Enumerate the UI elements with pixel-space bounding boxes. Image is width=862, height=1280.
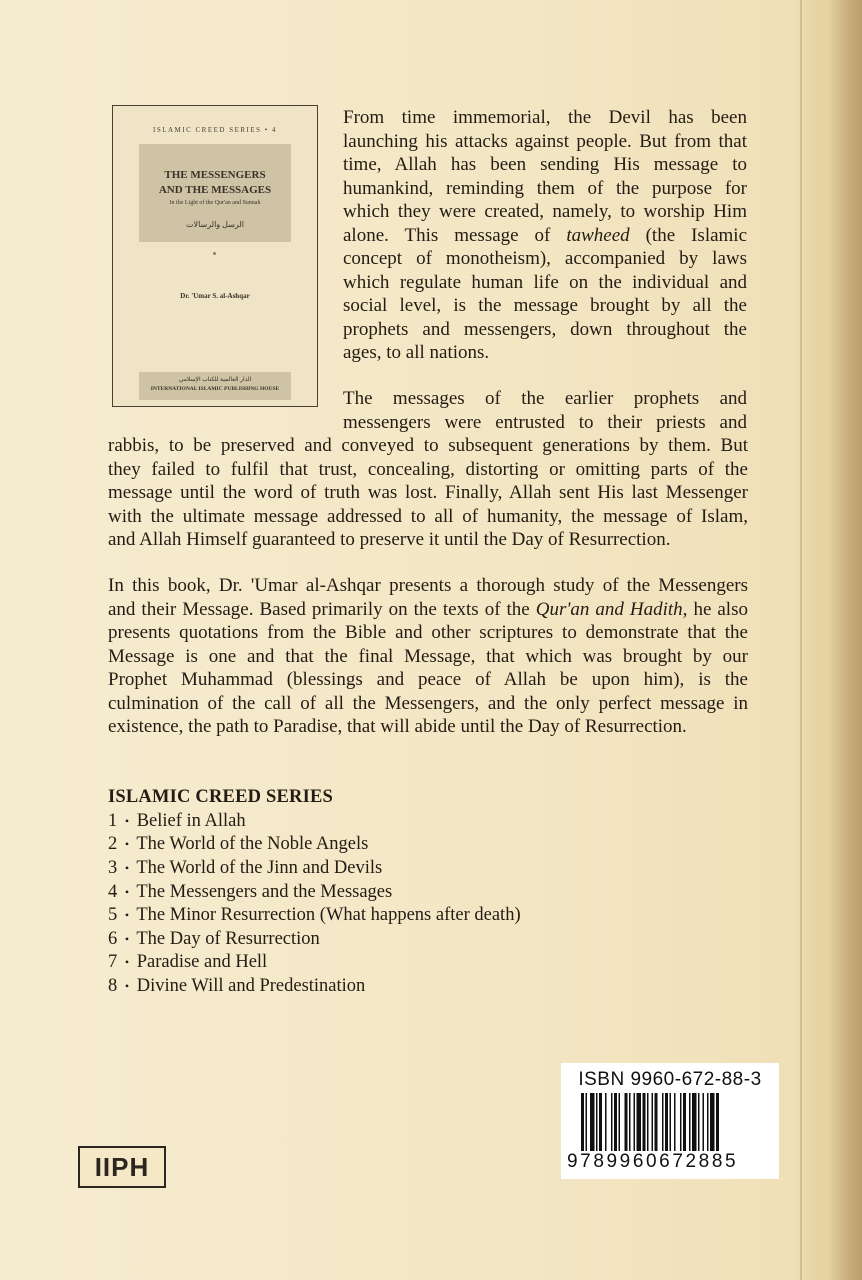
text-line: they failed to fulfil that trust, concealing, distorting or omitting parts of the <box>108 458 748 480</box>
isbn-digits: 9789960672885 <box>567 1151 739 1172</box>
thumbnail-title-line2: AND THE MESSAGES <box>158 184 272 196</box>
text-line: which they were created, namely, to worship Him <box>343 201 747 222</box>
series-item: 7 • Paradise and Hell <box>108 952 268 973</box>
barcode-bar <box>605 1093 607 1151</box>
barcode-bar <box>689 1093 691 1151</box>
barcode-bar <box>590 1093 595 1151</box>
barcode-bar <box>581 1093 584 1151</box>
series-item: 3 • The World of the Jinn and Devils <box>108 857 383 878</box>
barcode-bar <box>619 1093 621 1151</box>
text-fragment: he also <box>693 598 748 620</box>
text-line: with the ultimate message addressed to all of humanity, the message of Islam, <box>108 505 748 527</box>
barcode-bar <box>710 1093 715 1151</box>
blurb-paragraph-2 <box>108 434 748 552</box>
thumbnail-publisher: INTERNATIONAL ISLAMIC PUBLISHING HOUSE <box>150 386 280 392</box>
text-line: message until the word of truth was lost. Finally, Allah sent His last Messenger <box>108 482 748 503</box>
text-line: rabbis, to be preserved and conveyed to subsequent generations by them. But <box>108 435 748 456</box>
barcode-bar <box>703 1093 705 1151</box>
barcode-bar <box>698 1093 700 1151</box>
barcode-bar <box>652 1093 654 1151</box>
thumbnail-publisher-arabic: الدار العالمية للكتاب الإسلامي <box>178 377 252 383</box>
barcode-bar <box>629 1093 631 1151</box>
barcode-bar <box>692 1093 697 1151</box>
iiph-logo-text: IIPH <box>94 1152 150 1182</box>
barcode-bar <box>599 1093 602 1151</box>
text-line-quran <box>108 598 748 622</box>
italic-term: Qur'an and Hadith, <box>535 598 688 620</box>
thumbnail-title-line1: THE MESSENGERS <box>164 169 266 181</box>
barcode-bar <box>586 1093 588 1151</box>
blurb-paragraph-3 <box>108 574 748 739</box>
text-fragment: alone. This message of <box>343 224 551 246</box>
barcode-bar <box>647 1093 649 1151</box>
text-line: messengers were entrusted to their priests and <box>343 411 747 433</box>
thumbnail-author: Dr. 'Umar S. al-Ashqar <box>180 292 250 300</box>
blurb-paragraph-1 <box>343 106 747 365</box>
barcode-bar <box>670 1093 672 1151</box>
text-line: social level, is the message brought by all the <box>343 295 747 316</box>
series-item: 8 • Divine Will and Predestination <box>108 976 366 997</box>
text-line: and Allah Himself guaranteed to preserve it until the Day of Resurrection. <box>108 529 671 550</box>
barcode-icon <box>581 1093 759 1151</box>
series-item: 2 • The World of the Noble Angels <box>108 834 369 855</box>
text-line: In this book, Dr. 'Umar al-Ashqar presents a thorough study of the Messengers <box>108 575 748 596</box>
text-line: prophets and messengers, down throughout the <box>343 318 747 340</box>
text-line: ages, to all nations. <box>343 342 490 363</box>
series-title: ISLAMIC CREED SERIES <box>108 787 334 807</box>
thumbnail-series-label: ISLAMIC CREED SERIES • 4 <box>152 126 277 134</box>
thumbnail-dot <box>213 252 216 255</box>
text-line: launching his attacks against people. But from that <box>343 130 747 152</box>
text-fragment: (the Islamic <box>645 224 748 246</box>
text-line: Message is one and that the final Message, that which was brought by our <box>108 645 748 667</box>
front-cover-thumbnail <box>112 105 318 407</box>
barcode-bar <box>662 1093 664 1151</box>
text-line-tawheed <box>343 224 747 248</box>
text-line: which regulate human life on the individual and <box>343 271 747 293</box>
thumbnail-title-band <box>139 144 291 242</box>
italic-term: tawheed <box>566 224 630 246</box>
thumbnail-publisher-band <box>139 372 291 400</box>
barcode-bar <box>683 1093 686 1151</box>
text-line: The messages of the earlier prophets and <box>343 388 747 409</box>
blurb-paragraph-2-top <box>343 387 747 434</box>
barcode-bar <box>634 1093 636 1151</box>
text-line: concept of monotheism), accompanied by laws <box>343 248 747 269</box>
text-line: humankind, reminding them of the purpose for <box>343 177 747 199</box>
iiph-logo <box>78 1146 166 1188</box>
spine-crease <box>800 0 802 1280</box>
thumbnail-arabic-title: الرسل والرسالات <box>185 220 244 229</box>
text-line: existence, the path to Paradise, that will abide until the Day of Resurrection. <box>108 716 687 737</box>
series-item: 5 • The Minor Resurrection (What happens after death) <box>108 905 521 926</box>
spine-edge <box>804 0 862 1280</box>
barcode-bar <box>716 1093 719 1151</box>
isbn-barcode-box <box>561 1063 779 1179</box>
thumbnail-subtitle: In the Light of the Qur'an and Sunnah <box>169 200 261 206</box>
barcode-bar <box>643 1093 646 1151</box>
series-item: 4 • The Messengers and the Messages <box>108 881 393 902</box>
barcode-bar <box>707 1093 709 1151</box>
text-line: presents quotations from the Bible and other scriptures to demonstrate that the <box>108 622 748 643</box>
series-item: 1 • Belief in Allah <box>108 810 246 831</box>
barcode-bar <box>655 1093 658 1151</box>
text-fragment: and their Message. Based primarily on the texts of the <box>108 598 530 620</box>
series-item: 6 • The Day of Resurrection <box>108 928 320 949</box>
text-line: time, Allah has been sending His message to <box>343 154 747 175</box>
thumbnail-title <box>139 168 291 198</box>
barcode-bar <box>611 1093 613 1151</box>
series-list <box>108 786 521 999</box>
barcode-bar <box>680 1093 682 1151</box>
barcode-bar <box>674 1093 676 1151</box>
barcode-bar <box>625 1093 628 1151</box>
isbn-label: ISBN 9960-672-88-3 <box>578 1069 762 1090</box>
text-line: From time immemorial, the Devil has been <box>343 107 747 128</box>
barcode-bar <box>614 1093 617 1151</box>
barcode-bar <box>596 1093 598 1151</box>
text-line: culmination of the call of all the Messengers, and the only perfect message in <box>108 692 748 714</box>
barcode-bar <box>637 1093 642 1151</box>
text-line: Prophet Muhammad (blessings and peace of Allah be upon him), is the <box>108 669 748 690</box>
barcode-bar <box>665 1093 668 1151</box>
